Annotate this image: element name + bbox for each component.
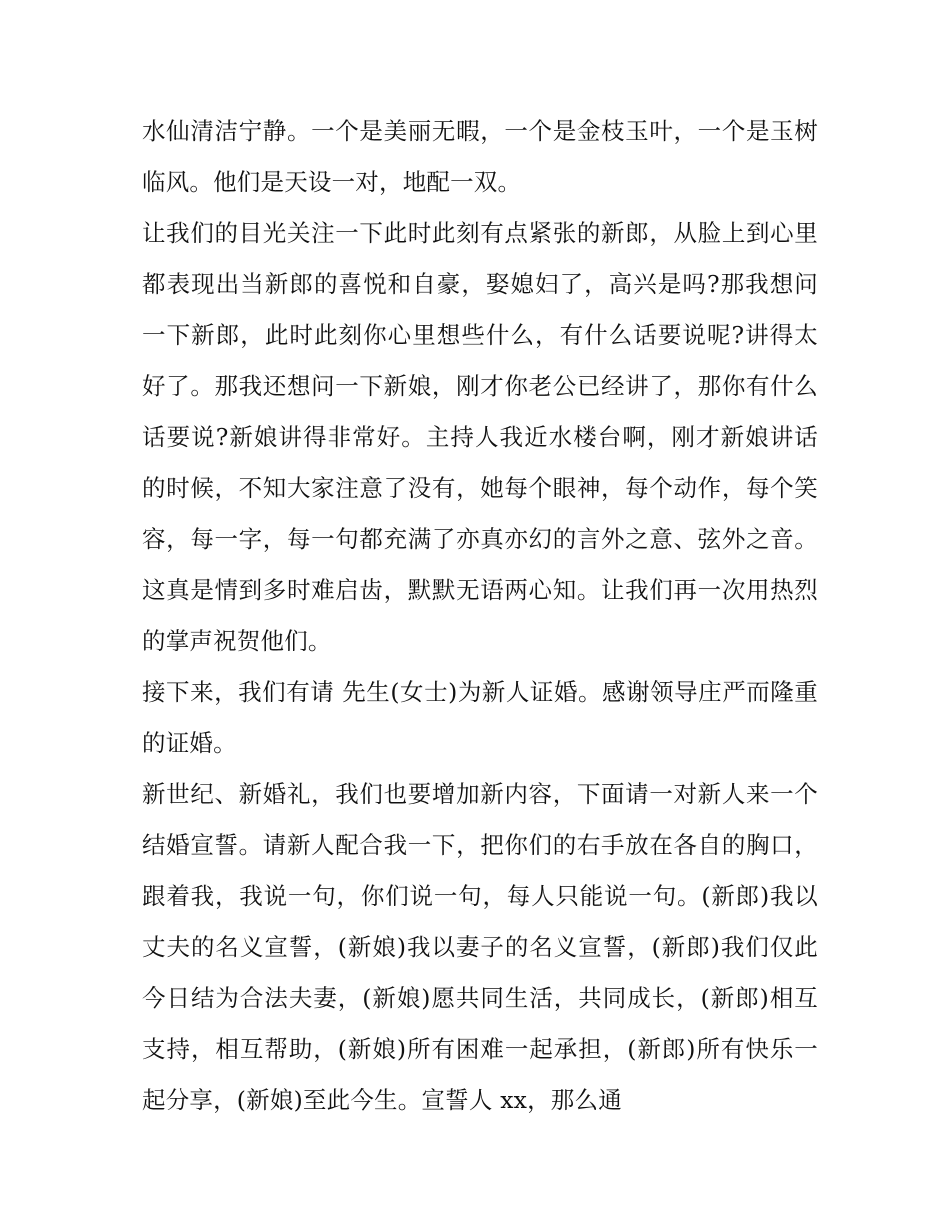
paragraph-witness: 接下来，我们有请 先生(女士)为新人证婚。感谢领导庄严而隆重的证婚。	[142, 678, 818, 757]
paragraph-wedding-vow: 新世纪、新婚礼，我们也要增加新内容，下面请一对新人来一个结婚宣誓。请新人配合我一下，把你们的右手放在各自的胸口，跟着我，我说一句，你们说一句，每人只能说一句。(新郎)我以丈夫的名义宣誓，(新娘)我以妻子的名义宣誓，(新郎)我们仅此今日结为合法夫妻，(新娘)愿共同生活，共同成长，(新郎)相互支持，相互帮助，(新娘)所有困难一起承担，(新郎)所有快乐一起分享，(新娘)至此今生。宣誓人 xx，那么通	[142, 780, 818, 1114]
paragraph-intro-couple: 水仙清洁宁静。一个是美丽无暇，一个是金枝玉叶，一个是玉树临风。他们是天设一对，地配一双。	[142, 117, 818, 196]
document-body	[142, 106, 818, 1126]
paragraph-groom-bride-speech: 让我们的目光关注一下此时此刻有点紧张的新郎，从脸上到心里都表现出当新郎的喜悦和自豪，娶媳妇了，高兴是吗?那我想问一下新郎，此时此刻你心里想些什么，有什么话要说呢?讲得太好了。那我还想问一下新娘，刚才你老公已经讲了，那你有什么话要说?新娘讲得非常好。主持人我近水楼台啊，刚才新娘讲话的时候，不知大家注意了没有，她每个眼神，每个动作，每个笑容，每一字，每一句都充满了亦真亦幻的言外之意、弦外之音。这真是情到多时难启齿，默默无语两心知。让我们再一次用热烈的掌声祝贺他们。	[142, 219, 818, 655]
